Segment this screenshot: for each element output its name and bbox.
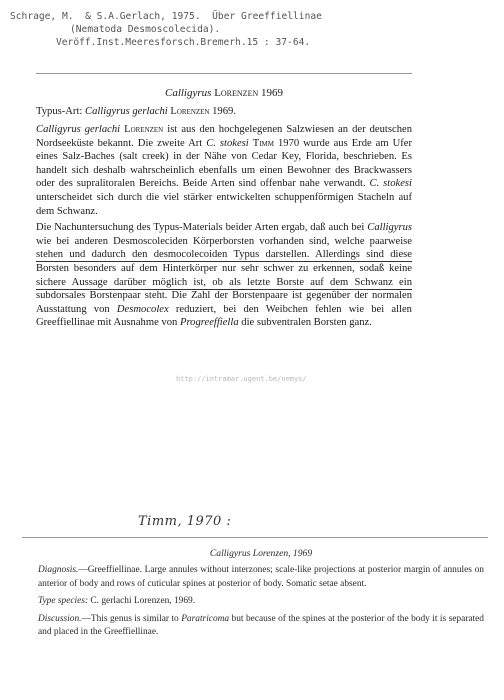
- p2-genus-2: Desmocolex: [116, 303, 169, 315]
- citation-line-3: Veröff.Inst.Meeresforsch.Bremerh.15 : 37-64.: [56, 37, 311, 48]
- citation-line-1: Schrage, M. & S.A.Gerlach, 1975. Über Greeffiellinae: [10, 11, 322, 22]
- diagnosis-text: —Greeffiellinae. Large annules without interzones; scale-like projections at posterior margin of annules on anterior of body and rows of cuticular spines at posterior of body. Somatic setae absent.: [38, 565, 484, 589]
- type-value: C. gerlachi Lorenzen, 1969.: [88, 596, 196, 606]
- p1-text-3: unterscheidet sich durch die viel stärker entwickelten schuppenförmigen Stacheln auf dem Schwanz.: [36, 191, 412, 217]
- type-species-author: Lorenzen 1969.: [170, 106, 236, 117]
- type-label: Type species:: [38, 596, 89, 606]
- genus-heading-name: Calligyrus: [164, 87, 212, 99]
- timm-heading: Calligyrus Lorenzen, 1969: [209, 548, 313, 559]
- p1-author: Lorenzen: [124, 124, 164, 135]
- timm-discussion: [38, 613, 484, 640]
- p2-genus: Calligyrus: [367, 222, 412, 234]
- original-clipping: [36, 87, 412, 333]
- genus-heading-author: Lorenzen 1969: [214, 87, 283, 99]
- p1-species-3: C. stokesi: [369, 178, 412, 190]
- diagnosis-label: Diagnosis.: [38, 565, 79, 575]
- discussion-text-2: but because of the spines at the posterior of the body it is separated and placed in the Greeffiellinae.: [38, 613, 484, 637]
- p2-genus-3: Progreeffiella: [179, 317, 239, 329]
- p1-text-1: ist aus den hochgelegenen Salzwiesen an der deutschen Nordseeküste bekannt. Die zweite Art: [36, 124, 412, 149]
- type-species-line: [36, 105, 412, 119]
- original-paragraph-1: [36, 123, 412, 218]
- p2-text-3: reduziert, bei den Weibchen fehlen wie bei allen Greeffiellinae mit Ausnahme von: [36, 303, 412, 329]
- handwritten-note: Timm, 1970 :: [138, 514, 232, 529]
- p2-text-2: wie bei anderen Desmoscoleciden Körperborsten vorhanden sind, welche paarweise stehen und dadurch den desmocolecoiden Typus darstellen. Allerdings sind diese Borsten besonders auf dem Hinterkörper nur sehr schwer zu erkennen, sodaß keine sichere Aussage darüber möglich ist, ob als letzte Borste auf dem Schwanz ein subdorsales Borstenpaar steht. Die Zahl der Borstenpaare ist gegenüber der normalen Ausstattung von: [36, 235, 412, 315]
- timm-clipping-rule: [22, 537, 488, 538]
- handwritten-underline-1: [36, 261, 412, 262]
- type-species-name: Calligyrus gerlachi: [85, 106, 168, 117]
- p1-species-2: C. stokesi: [206, 137, 249, 149]
- discussion-label: Discussion.: [38, 613, 82, 624]
- citation-line-2: (Nematoda Desmoscolecida).: [70, 24, 221, 35]
- timm-clipping: [38, 548, 484, 644]
- watermark-url: http://intramar.ugent.be/nemys/: [176, 375, 307, 383]
- original-body: [36, 123, 412, 330]
- type-species-label: Typus-Art:: [36, 106, 83, 117]
- original-paragraph-2: [36, 221, 412, 330]
- timm-type-species: [38, 595, 484, 609]
- discussion-genus: Paratricoma: [181, 613, 230, 624]
- timm-body: [38, 564, 484, 640]
- p1-text-2: 1970 wurde aus Erde am Ufer eines Salz-Baches (salt creek) in der Nähe von Cedar Key, Florida, beschrieben. Es handelt sich deshalb wahrscheinlich ebenfalls um einen Bewohner des Brackwassers oder des supralitoralen Bereichs. Beide Arten sind offenbar nahe verwandt.: [36, 137, 412, 190]
- clipping-top-rule: [36, 73, 412, 74]
- timm-diagnosis: [38, 564, 484, 591]
- p1-author-2: Timm: [252, 137, 274, 149]
- p2-text-1: Die Nachuntersuchung des Typus-Materials beider Arten ergab, daß auch bei: [36, 222, 368, 234]
- genus-heading: [36, 87, 412, 99]
- discussion-text-1: —This genus is similar to: [81, 613, 182, 624]
- p2-text-4: die subventralen Borsten ganz.: [238, 317, 372, 329]
- p1-species: Calligyrus gerlachi: [36, 124, 121, 135]
- handwritten-underline-2: [36, 289, 412, 290]
